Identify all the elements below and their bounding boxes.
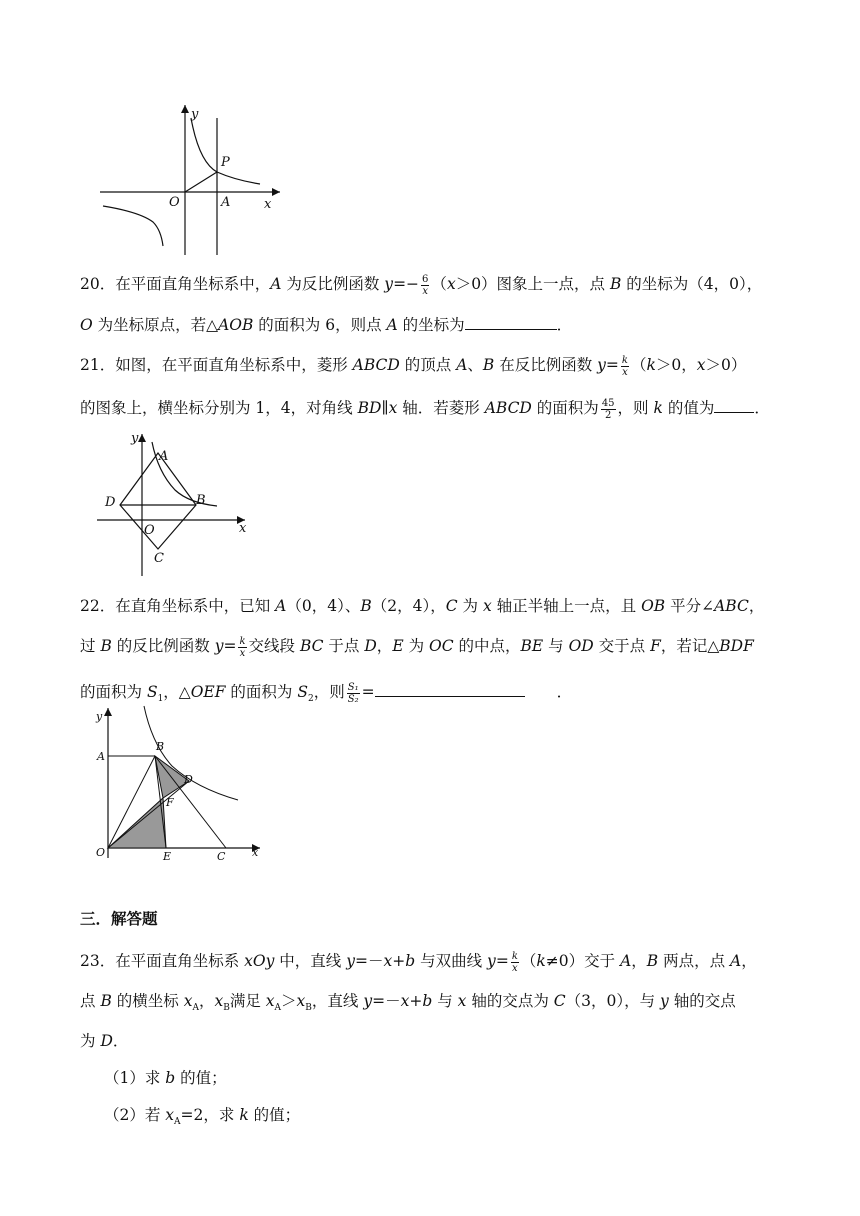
y-axis-arrow [104, 708, 112, 716]
hyperbola-branch-1 [191, 118, 260, 184]
label-y: y [96, 710, 103, 723]
y-axis-arrow [181, 105, 189, 113]
label-a: A [97, 750, 105, 763]
fraction: $\frac{k}{x}$ [239, 635, 246, 659]
label-x: x [264, 197, 272, 212]
answer-blank [465, 313, 557, 330]
label-b: B [156, 740, 165, 753]
q20-line1: 20．在平面直角坐标系中，A 为反比例函数 y=− $\frac{6}{x}$ （x＞0）图象上一点，点 B 的坐标为（4，0）， [80, 273, 763, 297]
label-d: D [105, 495, 116, 510]
segment-op [185, 172, 217, 192]
q23-part2: （2）若 $x_A=2$，求 k 的值； [104, 1106, 301, 1128]
label-a: A [159, 449, 169, 464]
label-c: C [154, 551, 164, 566]
answer-blank [714, 396, 754, 413]
label-p: P [221, 155, 230, 170]
x-axis-arrow [272, 188, 280, 196]
q22-line1: 22．在直角坐标系中，已知 A（0，4）、B（2，4），C 为 x 轴正半轴上一点，且 OB 平分∠ABC， [80, 597, 765, 615]
fraction: $\frac{6}{x}$ [422, 273, 429, 297]
q23-line1: 23．在平面直角坐标系 xOy 中，直线 y=－x+b 与双曲线 y= $\frac{k}{x}$ （k≠0）交于 A，B 两点，点 A， [80, 950, 757, 974]
section-header: 三．解答题 [80, 909, 158, 928]
label-b: B [196, 493, 206, 508]
y-axis-arrow [138, 434, 146, 442]
label-x: x [252, 846, 259, 859]
label-o: O [144, 523, 155, 538]
rhombus-abcd [120, 453, 196, 549]
fraction: $\frac{45}{2}$ [601, 397, 615, 421]
hyperbola-branch-2 [103, 206, 163, 246]
label-f: F [166, 796, 174, 809]
q23-line2: 点 B 的横坐标 $x_A$，$x_B$满足 $x_A>x_B$，直线 y=－x+b 与 x 轴的交点为 C（3，0），与 y 轴的交点 [80, 992, 736, 1014]
q21-line2: 的图象上，横坐标分别为 1，4，对角线 BD∥x 轴．若菱形 ABCD 的面积为 $\frac{45}{2}$ ，则 k 的值为 ． [80, 397, 770, 421]
q22-line3: 的面积为 $S_1$，△OEF 的面积为 $S_2$，则 $\frac{\text{S₁}}{\text{S₂}}$ = ． [80, 681, 573, 705]
answer-blank [375, 680, 525, 697]
label-y: y [191, 107, 199, 122]
figure-q21 [95, 428, 255, 580]
q22-line2: 过 B 的反比例函数 y= $\frac{k}{x}$ 交线段 BC 于点 D，E 为 OC 的中点，BE 与 OD 交于点 F，若记△BDF [80, 635, 754, 659]
figure-q22 [92, 700, 272, 868]
label-o: O [169, 195, 180, 210]
q20-line2: O 为坐标原点，若△AOB 的面积为 6，则点 A 的坐标为 ． [80, 313, 572, 336]
label-y: y [131, 431, 139, 446]
fraction: $\frac{\text{S₁}}{\text{S₂}}$ [347, 681, 359, 705]
q23-part1: （1）求 b 的值； [104, 1069, 227, 1087]
label-a: A [221, 195, 231, 210]
q23-line3: 为 D． [80, 1032, 129, 1050]
fraction: $\frac{k}{x}$ [621, 354, 628, 378]
fraction: $\frac{k}{x}$ [511, 950, 518, 974]
label-e: E [163, 850, 172, 863]
label-x: x [239, 521, 247, 536]
label-c: C [217, 850, 226, 863]
q21-line1: 21．如图，在平面直角坐标系中，菱形 ABCD 的顶点 A、B 在反比例函数 y= $\frac{k}{x}$ （k＞0，x＞0） [80, 354, 747, 378]
figure-q19 [95, 100, 295, 260]
label-o: O [96, 846, 106, 859]
label-d: D [184, 773, 193, 786]
